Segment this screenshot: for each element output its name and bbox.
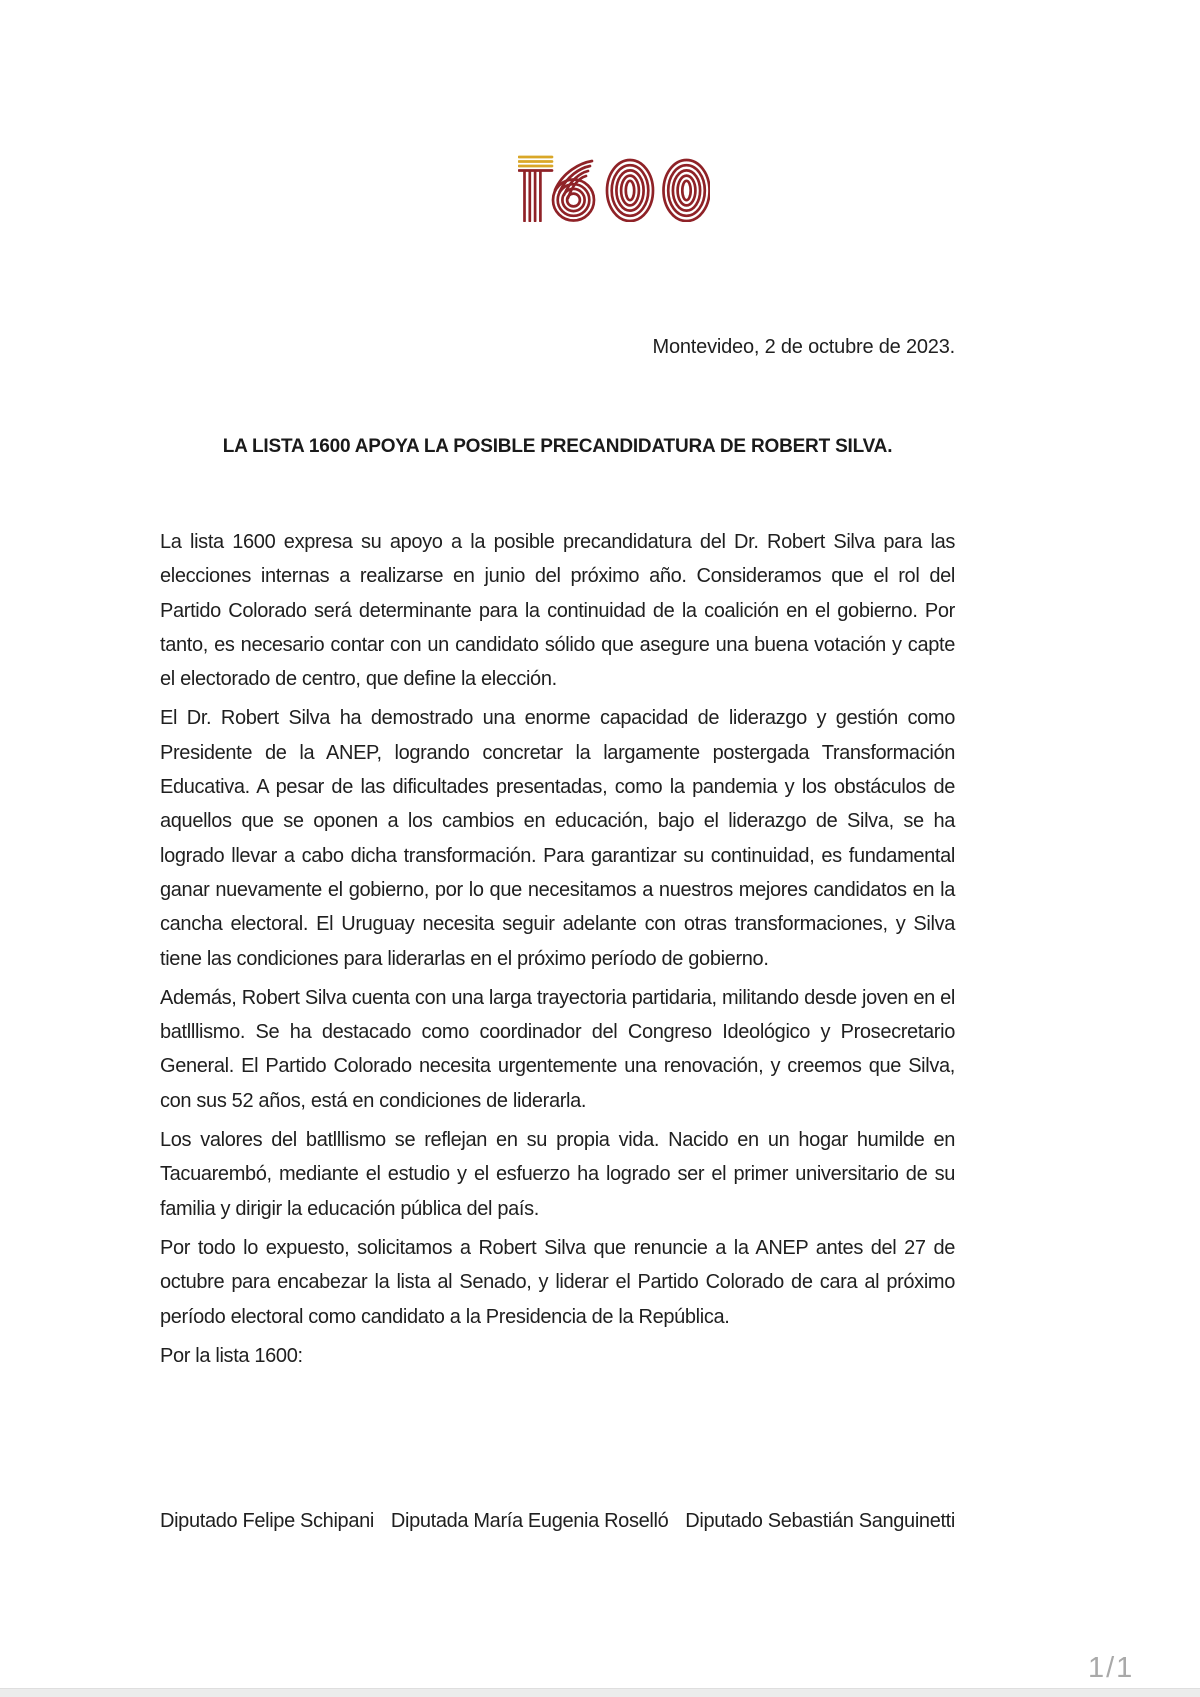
paragraph: El Dr. Robert Silva ha demostrado una enorme capacidad de liderazgo y gestión como Presidente de la ANEP, logrando concretar la largamente postergada Transformación Educativa. A pesar de las dificultades presentadas, como la pandemia y los obstáculos de aquellos que se oponen a los cambios en educación, bajo el liderazgo de Silva, se ha logrado llevar a cabo dicha transformación. Para garantizar su continuidad, es fundamental ganar nuevamente el gobierno, por lo que necesitamos a nuestros mejores candidatos en la cancha electoral. El Uruguay necesita seguir adelante con otras transformaciones, y Silva tiene las condiciones para liderarlas en el próximo período de gobierno. <box>160 707 955 970</box>
letter-body <box>160 525 955 1378</box>
paragraph: Por todo lo expuesto, solicitamos a Robert Silva que renuncie a la ANEP antes del 27 de octubre para encabezar la lista al Senado, y liderar el Partido Colorado de cara al próximo período electoral como candidato a la Presidencia de la República. <box>160 1236 955 1328</box>
signatory: Diputado Felipe Schipani <box>160 1510 374 1532</box>
closing-line: Por la lista 1600: <box>160 1344 303 1367</box>
paragraph: Los valores del batlllismo se reflejan en su propia vida. Nacido en un hogar humilde en Tacuarembó, mediante el estudio y el esfuerzo ha logrado ser el primer universitario de su familia y dirigir la educación pública del país. <box>160 1129 955 1220</box>
page-indicator: 1/1 <box>1088 1652 1135 1684</box>
letter-title: LA LISTA 1600 APOYA LA POSIBLE PRECANDIDATURA DE ROBERT SILVA. <box>222 436 893 457</box>
signatory: Diputada María Eugenia Roselló <box>390 1510 669 1532</box>
paragraph: Además, Robert Silva cuenta con una larga trayectoria partidaria, militando desde joven en el batlllismo. Se ha destacado como coordinador del Congreso Ideológico y Prosecretario General. El Partido Colorado necesita urgentemente una renovación, y creemos que Silva, con sus 52 años, está en condiciones de liderarla. <box>160 986 955 1112</box>
lista-1600-logo-icon <box>518 154 710 222</box>
signature-row <box>160 1510 955 1533</box>
signatory: Diputado Sebastián Sanguinetti <box>685 1510 955 1532</box>
viewer-bottom-bar <box>0 1688 1200 1697</box>
date-line: Montevideo, 2 de octubre de 2023. <box>652 336 955 358</box>
paragraph: La lista 1600 expresa su apoyo a la posible precandidatura del Dr. Robert Silva para las elecciones internas a realizarse en junio del próximo año. Consideramos que el rol del Partido Colorado será determinante para la continuidad de la coalición en el gobierno. Por tanto, es necesario contar con un candidato sólido que asegure una buena votación y capte el electorado de centro, que define la elección. <box>160 531 955 691</box>
